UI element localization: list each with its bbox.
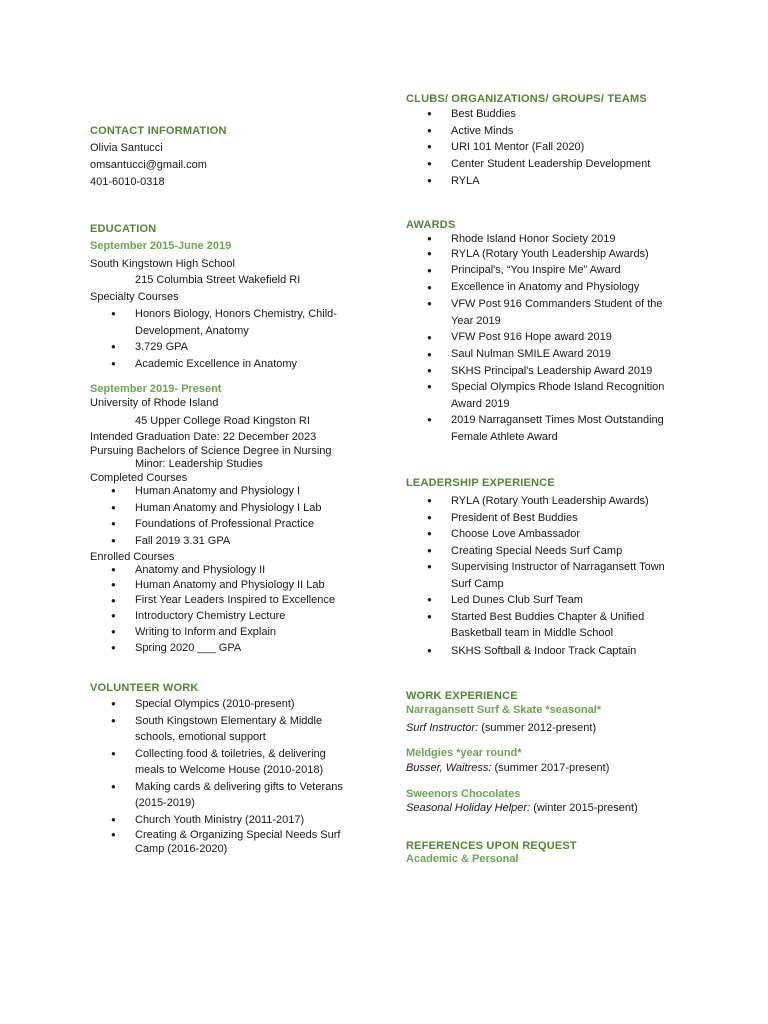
list-item-continuation: (2015-2019) <box>135 797 195 809</box>
list-item: ● Spring 2020 ___ GPA <box>91 640 335 657</box>
list-item: ● SKHS Principal's Leadership Award 2019 <box>407 363 664 379</box>
grad-date: Intended Graduation Date: 22 December 2023 <box>90 431 317 443</box>
list-item-continuation: Basketball team in Middle School <box>451 627 614 639</box>
list-item: ● Excellence in Anatomy and Physiology <box>407 279 664 296</box>
leadership-heading: LEADERSHIP EXPERIENCE <box>406 477 555 489</box>
list-item: ● RYLA <box>407 173 650 190</box>
contact-name: Olivia Santucci <box>90 142 163 154</box>
job-line <box>406 761 609 775</box>
job-role: Surf Instructor: <box>406 722 479 734</box>
education-heading: EDUCATION <box>90 223 157 235</box>
list-item: ● VFW Post 916 Hope award 2019 <box>407 329 664 346</box>
list-item: ● Center Student Leadership Development <box>407 156 650 173</box>
work-heading: WORK EXPERIENCE <box>406 690 518 702</box>
volunteer-list <box>91 696 343 856</box>
list-item: ● Led Dunes Club Surf Team <box>407 592 665 609</box>
list-item: ● Writing to Inform and Explain <box>91 624 335 640</box>
contact-phone: 401-6010-0318 <box>90 176 165 188</box>
list-item-continuation: meals to Welcome House (2010-2018) <box>135 764 324 776</box>
list-item: ● Making cards & delivering gifts to Veterans <box>91 779 343 796</box>
job-employer: Narragansett Surf & Skate *seasonal* <box>406 704 602 716</box>
specialty-label: Specialty Courses <box>90 291 179 303</box>
list-item-continuation: Award 2019 <box>451 397 510 410</box>
list-item: ● Collecting food & toiletries, & delivering <box>91 746 343 763</box>
job-role: Seasonal Holiday Helper: <box>406 802 531 814</box>
list-item: ● RYLA (Rotary Youth Leadership Awards) <box>407 246 664 262</box>
list-item: ● South Kingstown Elementary & Middle <box>91 713 343 730</box>
list-item: ● Saul Nulman SMILE Award 2019 <box>407 346 664 363</box>
uri-name: University of Rhode Island <box>90 397 219 409</box>
list-item: ● Principal's, “You Inspire Me” Award <box>407 262 664 279</box>
enrolled-label: Enrolled Courses <box>90 551 175 563</box>
list-item-continuation: schools, emotional support <box>135 731 266 743</box>
references-sub: Academic & Personal <box>406 853 519 865</box>
awards-list <box>407 232 664 445</box>
list-item: ● Rhode Island Honor Society 2019 <box>407 232 664 246</box>
contact-heading: CONTACT INFORMATION <box>90 125 227 137</box>
list-item: ● Human Anatomy and Physiology I <box>91 483 322 500</box>
contact-email: omsantucci@gmail.com <box>90 159 207 171</box>
list-item: ● Active Minds <box>407 123 650 140</box>
references-heading: REFERENCES UPON REQUEST <box>406 840 577 852</box>
clubs-list <box>407 106 650 190</box>
list-item: ● Fall 2019 3.31 GPA <box>91 533 322 550</box>
list-item: ● Supervising Instructor of Narragansett Town <box>407 559 665 576</box>
list-item: ● Special Olympics Rhode Island Recognition <box>407 379 664 396</box>
list-item: ● Human Anatomy and Physiology II Lab <box>91 577 335 593</box>
list-item: ● 3.729 GPA <box>91 339 337 356</box>
list-item: ● Human Anatomy and Physiology I Lab <box>91 500 322 517</box>
list-item: ● 2019 Narragansett Times Most Outstanding <box>407 412 664 429</box>
list-item: ● Creating & Organizing Special Needs Surf <box>91 828 343 842</box>
degree: Pursuing Bachelors of Science Degree in Nursing <box>90 445 332 457</box>
list-item: ● First Year Leaders Inspired to Excellence <box>91 593 335 608</box>
job-line <box>406 721 596 735</box>
list-item-continuation: Female Athlete Award <box>451 430 558 443</box>
list-item-continuation: Camp (2016-2020) <box>135 843 228 855</box>
list-item: ● Introductory Chemistry Lecture <box>91 608 335 624</box>
list-item: ● URI 101 Mentor (Fall 2020) <box>407 139 650 156</box>
list-item: ● Creating Special Needs Surf Camp <box>407 543 665 560</box>
completed-list <box>91 483 322 549</box>
leadership-list <box>407 493 665 659</box>
minor: Minor: Leadership Studies <box>135 458 263 470</box>
list-item: ● Foundations of Professional Practice <box>91 516 322 533</box>
uri-dates: September 2019- Present <box>90 383 222 395</box>
list-item: ● Academic Excellence in Anatomy <box>91 356 337 373</box>
hs-name: South Kingstown High School <box>90 258 235 270</box>
list-item: ● Best Buddies <box>407 106 650 123</box>
list-item-continuation: Development, Anatomy <box>135 324 249 337</box>
list-item: ● Choose Love Ambassador <box>407 526 665 543</box>
list-item: ● Church Youth Ministry (2011-2017) <box>91 812 343 829</box>
job-employer: Sweenors Chocolates <box>406 788 521 800</box>
list-item: ● RYLA (Rotary Youth Leadership Awards) <box>407 493 665 510</box>
job-role: Busser, Waitress: <box>406 762 492 774</box>
list-item: ● Anatomy and Physiology II <box>91 563 335 577</box>
list-item: ● Started Best Buddies Chapter & Unified <box>407 609 665 626</box>
list-item: ● SKHS Softball & Indoor Track Captain <box>407 643 665 660</box>
list-item: ● Special Olympics (2010-present) <box>91 696 343 713</box>
uri-address: 45 Upper College Road Kingston RI <box>135 415 310 427</box>
job-employer: Meldgies *year round* <box>406 747 522 759</box>
volunteer-heading: VOLUNTEER WORK <box>90 682 199 694</box>
completed-label: Completed Courses <box>90 472 188 484</box>
job-dates: (summer 2012-present) <box>478 722 597 734</box>
list-item-continuation: Year 2019 <box>451 314 501 327</box>
hs-dates: September 2015-June 2019 <box>90 240 232 252</box>
clubs-heading: CLUBS/ ORGANIZATIONS/ GROUPS/ TEAMS <box>406 93 647 105</box>
awards-heading: AWARDS <box>406 219 456 231</box>
list-item: ● Honors Biology, Honors Chemistry, Child- <box>91 306 337 323</box>
job-dates: (winter 2015-present) <box>530 802 638 814</box>
hs-address: 215 Columbia Street Wakefield RI <box>135 274 301 286</box>
list-item-continuation: Surf Camp <box>451 577 504 590</box>
specialty-list <box>91 306 337 372</box>
enrolled-list <box>91 563 335 657</box>
list-item: ● President of Best Buddies <box>407 510 665 527</box>
job-dates: (summer 2017-present) <box>491 762 610 774</box>
job-line <box>406 801 638 815</box>
list-item: ● VFW Post 916 Commanders Student of the <box>407 296 664 313</box>
